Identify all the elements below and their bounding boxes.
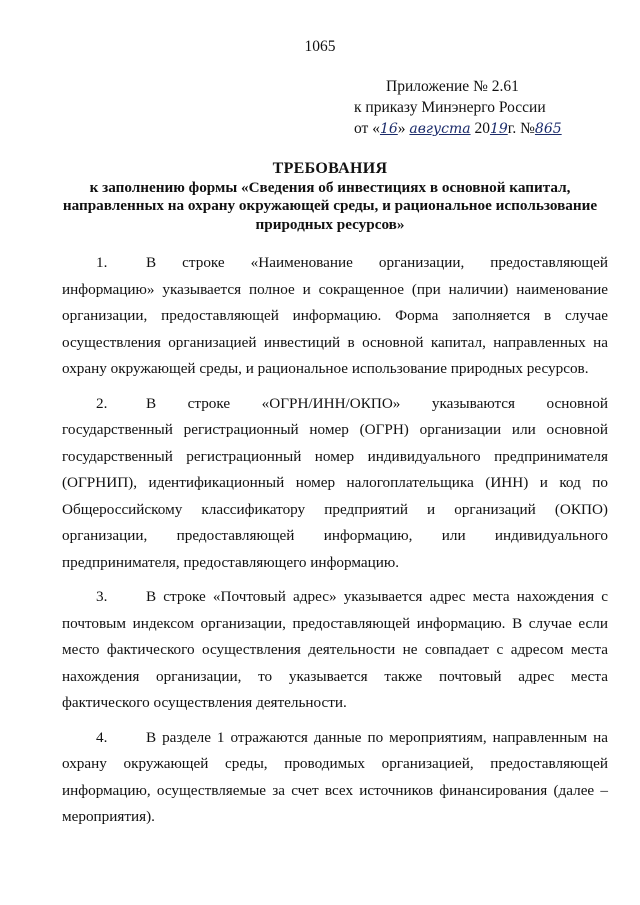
paragraph-3 [62,584,608,717]
paragraph-text: В разделе 1 отражаются данные по мероприятиям, направленным на охрану окружающей среды, проводимых организацией, предоставляющей информацию, осуществляемые за счет всех источников финансирования (далее – мероприятия). [62,728,608,825]
handwritten-month: августа [409,121,471,137]
paragraph-text: В строке «Почтовый адрес» указывается адрес места нахождения с почтовым индексом организации, предоставляющей информацию. В случае если место фактического осуществления деятельности не совпадает с адресом места нахождения организации, то указывается также почтовый адрес места фактического осуществления деятельности. [62,588,608,711]
paragraph-number: 3. [96,588,108,605]
appendix-order-ref: к приказу Минэнерго России [354,99,546,116]
date-sep3: г. № [507,120,535,137]
date-prefix: от « [354,120,380,137]
paragraph-4 [62,725,608,831]
appendix-title: Приложение № 2.61 [386,78,519,95]
handwritten-order-number: 865 [534,121,562,137]
paragraph-text: В строке «ОГРН/ИНН/ОКПО» указываются основной государственный регистрационный номер (ОГРН) организации или основной государственный регистрационный номер индивидуального предпринимателя (ОГРНИП), идентификационный номер налогоплательщика (ИНН) и код по Общероссийскому классификатору предприятий и организаций (ОКПО) организации, предоставляющей информацию, или индивидуального предпринимателя, предоставляющего информацию. [62,394,608,571]
paragraph-number: 2. [96,394,108,412]
appendix-block [354,76,594,140]
handwritten-day: 16 [379,121,398,137]
document-body [62,250,608,839]
heading-title: ТРЕБОВАНИЯ [272,160,388,177]
appendix-order-date [354,118,594,140]
paragraph-number: 4. [96,728,108,746]
date-sep1: » [397,120,410,137]
paragraph-number: 1. [96,254,108,271]
document-heading [60,160,600,234]
handwritten-year: 19 [489,121,508,137]
date-sep2: 20 [470,120,490,137]
paragraph-text: В строке «Наименование организации, предоставляющей информацию» указывается полное и сокращенное (при наличии) наименование организации, предоставляющей информацию. Форма заполняется в случае осуществления организацией инвестиций в основной капитал, направленных на охрану окружающей среды, и рациональное использование природных ресурсов. [62,254,608,377]
paragraph-2 [62,391,608,577]
page-number: 1065 [304,38,336,55]
paragraph-1 [62,250,608,383]
heading-subtitle: к заполнению формы «Сведения об инвестициях в основной капитал, направленных на охрану окружающей среды, и рациональное использование природных ресурсов» [62,178,598,233]
